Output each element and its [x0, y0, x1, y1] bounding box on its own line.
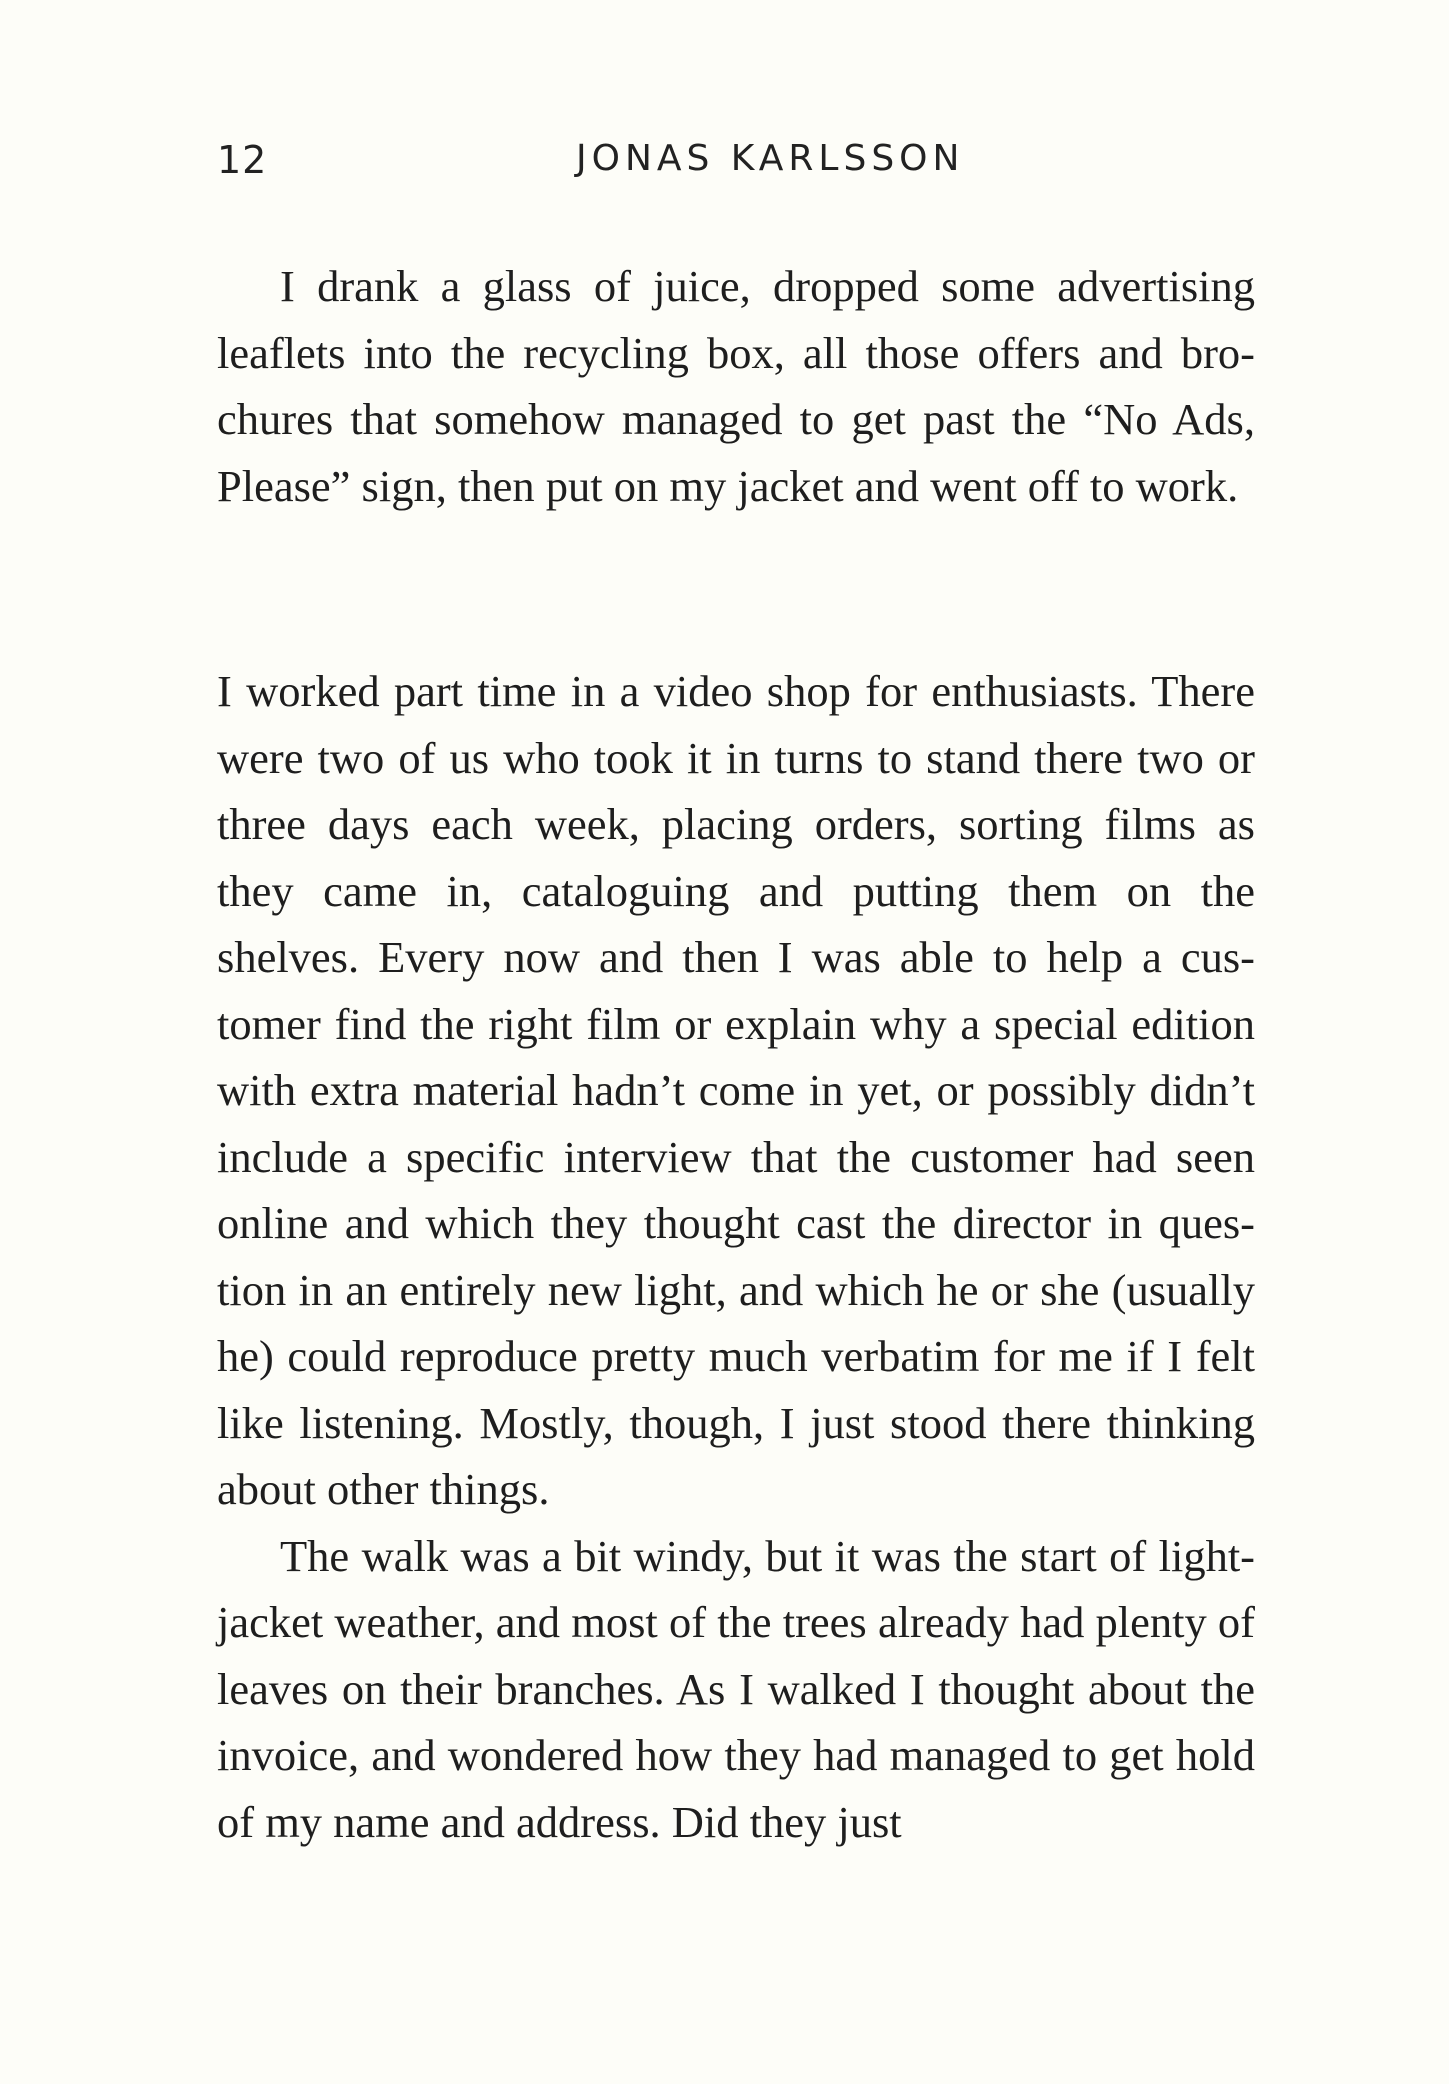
- paragraph: I worked part time in a video shop for enthusiasts. There were two of us who took it in turns to stand there two or three days each week, placing orders, sorting films as they came in, cataloguing and putting them on the shelves. Every now and then I was able to help a customer find the right film or explain why a special edition with extra material hadn’t come in yet, or possibly didn’t include a specific interview that the customer had seen online and which they thought cast the director in question in an entirely new light, and which he or she (usually he) could reproduce pretty much verbatim for me if I felt like listening. Mostly, though, I just stood there thinking about other things.: [217, 666, 1255, 1514]
- running-head: [0, 138, 1449, 198]
- running-head-author: JONAS KARLSSON: [576, 138, 965, 179]
- text-section-1: [217, 253, 1255, 519]
- text-section-2: [217, 658, 1255, 1855]
- page-number: 12: [217, 138, 268, 182]
- paragraph: The walk was a bit windy, but it was the start of light-jacket weather, and most of the trees already had plenty of leaves on their branches. As I walked I thought about the invoice, and wondered how they had managed to get hold of my name and address. Did they just: [217, 1530, 1255, 1847]
- paragraph: I drank a glass of juice, dropped some advertising leaflets into the recycling box, all those offers and brochures that somehow managed to get past the “No Ads, Please” sign, then put on my jacket and went off to work.: [217, 261, 1255, 511]
